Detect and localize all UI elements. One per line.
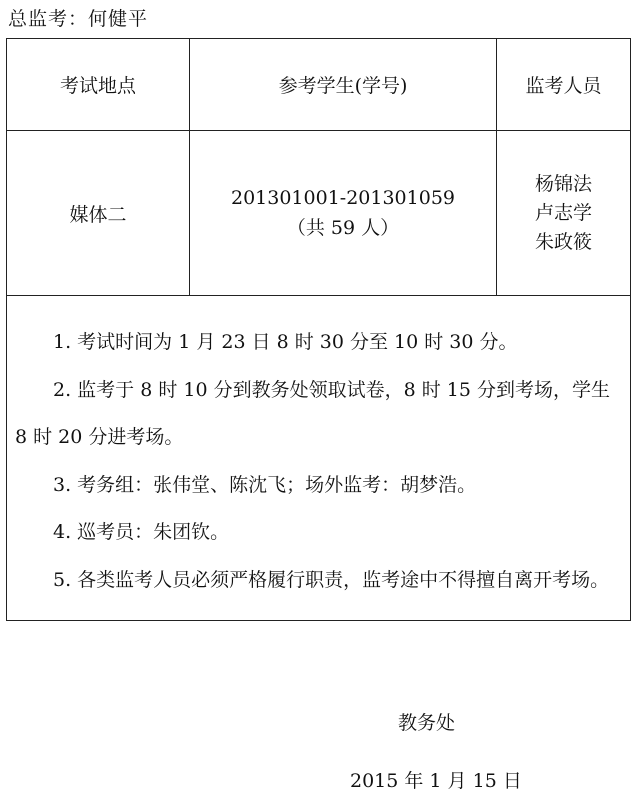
column-header-location: 考试地点 (7, 39, 190, 131)
note-item: 1. 考试时间为 1 月 23 日 8 时 30 分至 10 时 30 分。 (53, 331, 518, 353)
cell-students (190, 131, 497, 296)
table-row (7, 131, 631, 296)
students-range: 201301001-201301059 (230, 187, 455, 209)
proctor-name: 朱政筱 (534, 230, 592, 253)
signature-office: 教务处 (398, 712, 456, 734)
cell-location: 媒体二 (7, 131, 190, 296)
exam-arrangement-table (6, 38, 631, 621)
students-count: （共 59 人） (286, 217, 400, 239)
proctor-name: 卢志学 (534, 201, 592, 224)
notes-cell (7, 296, 631, 621)
chief-proctor-line: 总监考：何健平 (8, 8, 149, 30)
note-item: 3. 考务组：张伟堂、陈沈飞；场外监考：胡梦浩。 (53, 473, 477, 496)
column-header-proctors: 监考人员 (497, 39, 631, 131)
proctor-name: 杨锦法 (534, 172, 592, 195)
note-item: 5. 各类监考人员必须严格履行职责，监考途中不得擅自离开考场。 (53, 568, 610, 591)
note-item: 2. 监考于 8 时 10 分到教务处领取试卷，8 时 15 分到考场，学生 8 时 20 分进考场。 (15, 378, 610, 448)
notes-row (7, 296, 631, 621)
column-header-students: 参考学生(学号) (190, 39, 497, 131)
table-header-row (7, 39, 631, 131)
signature-date: 2015 年 1 月 15 日 (350, 770, 522, 792)
cell-proctors (497, 131, 631, 296)
notes-list (7, 296, 630, 620)
note-item: 4. 巡考员：朱团钦。 (53, 521, 230, 543)
